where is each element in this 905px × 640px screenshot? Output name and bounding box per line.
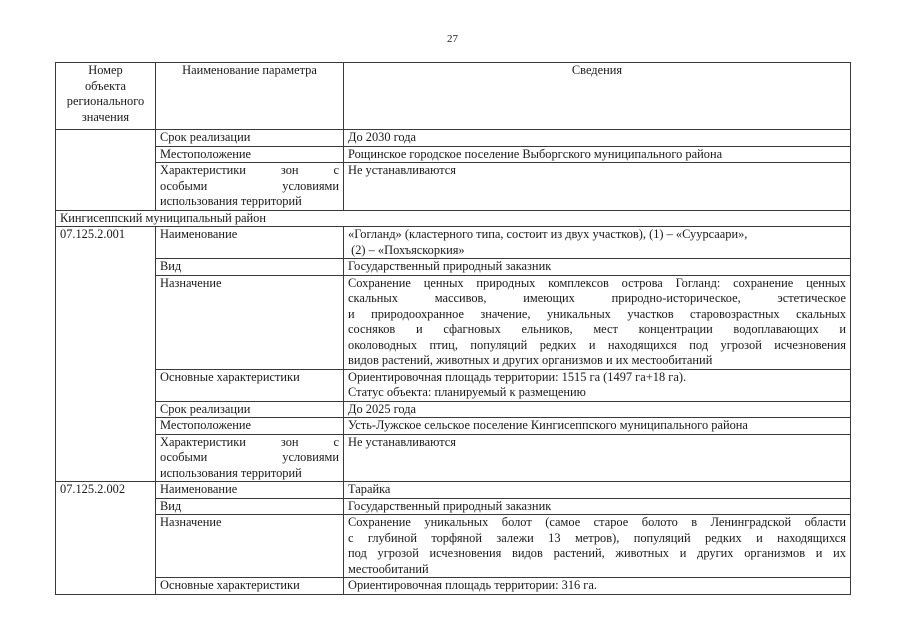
table-row <box>56 515 851 578</box>
param-line: использования территорий <box>160 194 302 208</box>
param-cell: Назначение <box>156 275 344 369</box>
value-line: под угрозой исчезновения видов растений, животных и других организмов и их <box>348 546 846 560</box>
param-cell: Основные характеристики <box>156 578 344 595</box>
param-line: особыми условиями <box>160 450 339 464</box>
param-cell: Местоположение <box>156 146 344 163</box>
table-row <box>56 130 851 147</box>
value-cell <box>344 369 851 401</box>
value-cell <box>344 227 851 259</box>
value-line: скальных массивов, имеющих природно-историческое, эстетическое <box>348 291 846 305</box>
header-details: Сведения <box>344 63 851 130</box>
value-line: «Гогланд» (кластерного типа, состоит из двух участков), (1) – «Суурсаари», <box>348 227 748 241</box>
param-cell <box>156 434 344 482</box>
value-line: с глубиной торфяной залежи 13 метров), популяций редких и находящихся <box>348 530 846 545</box>
header-line: Номер <box>88 63 123 77</box>
value-cell: Рощинское городское поселение Выборгского муниципального района <box>344 146 851 163</box>
param-cell <box>156 163 344 211</box>
value-cell: До 2030 года <box>344 130 851 147</box>
value-cell <box>344 515 851 578</box>
param-cell: Вид <box>156 259 344 276</box>
value-line: местообитаний <box>348 561 429 576</box>
table-row <box>56 275 851 369</box>
value-cell: Не устанавливаются <box>344 434 851 482</box>
value-cell: До 2025 года <box>344 401 851 418</box>
value-line: Статус объекта: планируемый к размещению <box>348 385 586 399</box>
parameters-table <box>55 62 851 595</box>
param-cell: Наименование <box>156 227 344 259</box>
table-row <box>56 227 851 259</box>
value-line: Сохранение ценных природных комплексов острова Гогланд: сохранение ценных <box>348 275 846 290</box>
table-row <box>56 498 851 515</box>
object-number-cell: 07.125.2.002 <box>56 482 156 595</box>
value-cell: Государственный природный заказник <box>344 498 851 515</box>
table-row <box>56 259 851 276</box>
param-cell: Основные характеристики <box>156 369 344 401</box>
header-line: значения <box>81 109 130 124</box>
value-line: Ориентировочная площадь территории: 1515 га (1497 га+18 га). <box>348 369 687 384</box>
header-parameter-name: Наименование параметра <box>156 63 344 130</box>
table-row <box>56 578 851 595</box>
header-line: регионального <box>66 94 145 108</box>
param-cell: Местоположение <box>156 418 344 435</box>
header-object-number <box>56 63 156 130</box>
value-line: и природоохранное значение, уникальных участков старовозрастных скальных <box>348 306 846 321</box>
object-number-cell: 07.125.2.001 <box>56 227 156 482</box>
value-cell: Государственный природный заказник <box>344 259 851 276</box>
param-cell: Наименование <box>156 482 344 499</box>
param-line: Характеристики зон с <box>160 434 339 449</box>
param-cell: Вид <box>156 498 344 515</box>
value-cell: Не устанавливаются <box>344 163 851 211</box>
table-row <box>56 482 851 499</box>
table-row <box>56 146 851 163</box>
param-line: использования территорий <box>160 465 302 480</box>
value-line: сосняков и сфагновых ельников, мест концентрации водоплавающих и <box>348 322 846 336</box>
object-number-cell <box>56 130 156 211</box>
page-number: 27 <box>447 33 458 45</box>
table-row <box>56 401 851 418</box>
value-cell: Тарайка <box>344 482 851 499</box>
value-cell <box>344 275 851 369</box>
param-cell: Срок реализации <box>156 401 344 418</box>
table-header-row <box>56 63 851 130</box>
table-row <box>56 418 851 435</box>
param-line: особыми условиями <box>160 178 339 193</box>
section-title: Кингисеппский муниципальный район <box>56 210 851 227</box>
param-cell: Назначение <box>156 515 344 578</box>
value-cell: Усть-Лужское сельское поселение Кингисеппского муниципального района <box>344 418 851 435</box>
value-line: (2) – «Похъяскоркия» <box>348 242 465 257</box>
header-line: объекта <box>84 78 127 93</box>
param-line: Характеристики зон с <box>160 163 339 177</box>
table-row <box>56 163 851 211</box>
table-row <box>56 369 851 401</box>
section-row <box>56 210 851 227</box>
param-cell: Срок реализации <box>156 130 344 147</box>
table-row <box>56 434 851 482</box>
value-line: околоводных птиц, популяций редких и находящихся под угрозой исчезновения <box>348 337 846 352</box>
value-line: Сохранение уникальных болот (самое старое болото в Ленинградской области <box>348 515 846 529</box>
value-line: видов растений, животных и других организмов и их местообитаний <box>348 353 713 367</box>
value-cell: Ориентировочная площадь территории: 316 га. <box>344 578 851 595</box>
